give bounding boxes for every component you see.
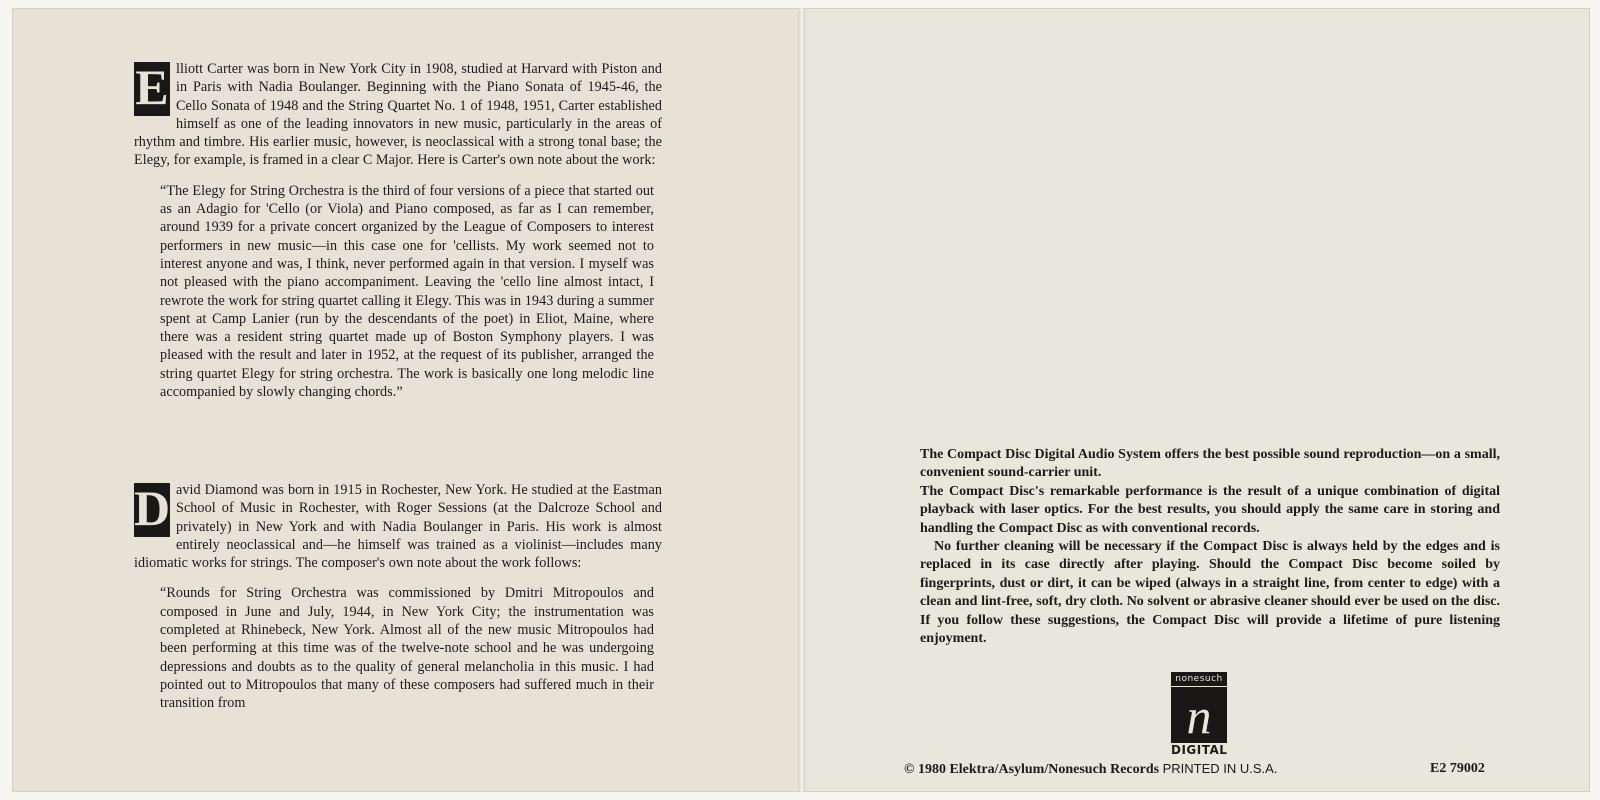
- carter-dropcap: E: [135, 59, 169, 115]
- carter-intro: [134, 60, 662, 170]
- diamond-quote: “Rounds for String Orchestra was commissioned by Dmitri Mitropoulos and composed in June and July, 1944, in New York City; the instrumentation was completed at Rhinebeck, New York. Almost all of the new music Mitropoulos had been performing at this time was of the twelve-note school and he was undergoing depressions and doubts as to the quality of general melancholia in this music. I had pointed out to Mitropoulos that many of these composers had suffered much in their transition from: [160, 585, 654, 712]
- carter-section: [134, 60, 662, 401]
- nonesuch-label: nonesuch: [1171, 672, 1227, 686]
- diamond-dropcap: D: [134, 480, 171, 536]
- nonesuch-digital-logo: [1171, 672, 1227, 756]
- nonesuch-letter: n: [1186, 688, 1212, 743]
- diamond-intro-text: avid Diamond was born in 1915 in Rochester, New York. He studied at the Eastman School of Music in Rochester, with Roger Sessions (at the Dalcroze School and privately) in New York and with Nadia Boulanger in Paris. His work is almost entirely neoclassical and—he himself was trained as a violinist—includes many idiomatic works for strings. The composer's own note about the work follows:: [134, 482, 662, 572]
- nonesuch-n-icon: [1171, 687, 1227, 743]
- copyright-line: [904, 761, 1277, 778]
- cd-paragraph-2: The Compact Disc's remarkable performance is the result of a unique combination of digital playback with laser optics. For the best results, you should apply the same care in storing and handling the Compact Disc as with conventional records.: [920, 483, 1500, 536]
- compact-disc-notice: [920, 446, 1500, 648]
- cd-paragraph-3: No further cleaning will be necessary if the Compact Disc is always held by the edges and is replaced in its case directly after playing. Should the Compact Disc become soiled by fingerprints, dust or dirt, it can be wiped (always in a straight line, from center to edge) with a clean and lint-free, soft, dry cloth. No solvent or abrasive cleaner should ever be used on the disc. If you follow these suggestions, the Compact Disc will provide a lifetime of pure listening enjoyment.: [920, 539, 1500, 647]
- diamond-intro: [134, 481, 662, 572]
- carter-intro-text: lliott Carter was born in New York City in 1908, studied at Harvard with Piston and in Paris with Nadia Boulanger. Beginning with the Piano Sonata of 1945-46, the Cello Sonata of 1948 and the String Quartet No. 1 of 1948, 1951, Carter established himself as one of the leading innovators in new music, particularly in the areas of rhythm and timbre. His earlier music, however, is neoclassical with a strong tonal base; the Elegy, for example, is framed in a clear C Major. Here is Carter's own note about the work:: [134, 61, 662, 169]
- carter-quote: “The Elegy for String Orchestra is the third of four versions of a piece that started out as an Adagio for 'Cello (or Viola) and Piano composed, as far as I can remember, around 1939 for a private concert organized by the League of Composers to interest performers in new music—in this case one for 'cellists. My work seemed not to interest anyone and was, I think, never performed again in that version. I myself was not pleased with the piano accompaniment. Leaving the 'cello line almost intact, I rewrote the work for string quartet calling it Elegy. This was in 1943 during a summer spent at Camp Lanier (run by the descendants of the poet) in Eliot, Maine, where there was a resident string quartet made up of Boston Symphony players. I was pleased with the result and later in 1952, at the request of its publisher, arranged the string quartet Elegy for string orchestra. The work is basically one long melodic line accompanied by slowly changing chords.”: [160, 182, 654, 401]
- digital-label: DIGITAL: [1171, 743, 1228, 757]
- printed-in-text: PRINTED IN U.S.A.: [1162, 761, 1278, 776]
- diamond-section: [134, 481, 662, 713]
- copyright-text: © 1980 Elektra/Asylum/Nonesuch Records: [904, 762, 1160, 777]
- cd-paragraph-1: The Compact Disc Digital Audio System offers the best possible sound reproduction—on a small, convenient sound-carrier unit.: [920, 447, 1500, 481]
- catalog-number: E2 79002: [1430, 761, 1485, 776]
